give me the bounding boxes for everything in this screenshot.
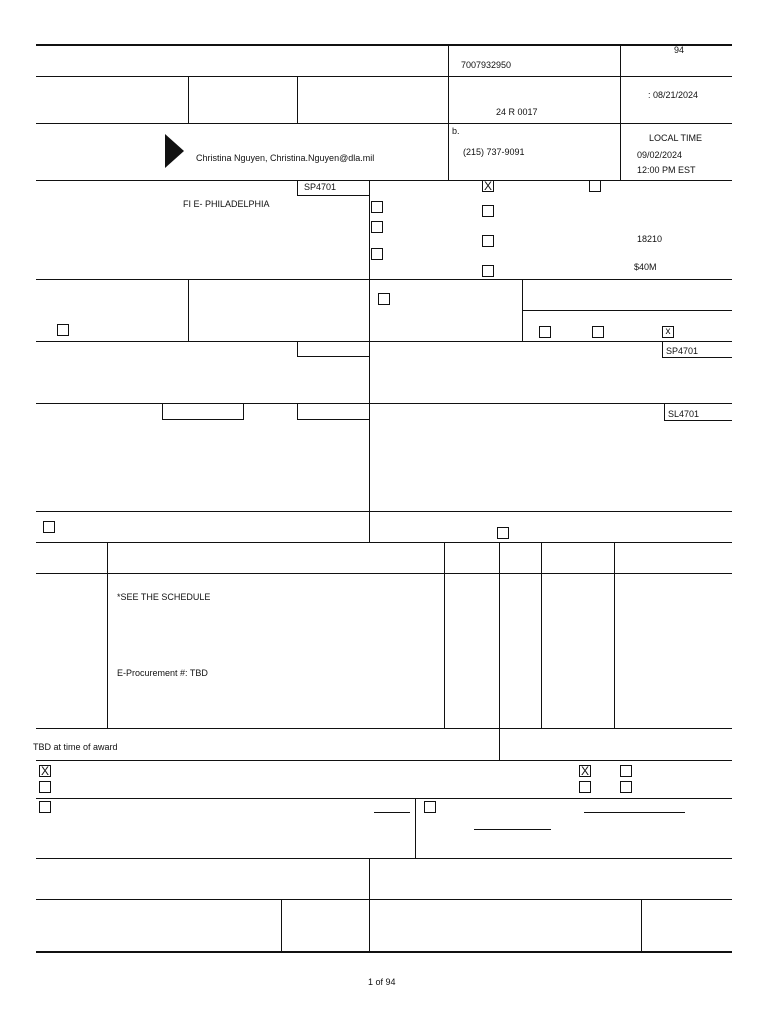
bottom-rule (36, 951, 732, 953)
col-rule-f (369, 180, 370, 542)
hubzone-checkbox[interactable] (482, 205, 494, 217)
row-rule-3 (36, 180, 732, 181)
row-rule-10 (36, 728, 732, 729)
unrestricted-checkbox[interactable] (589, 180, 601, 192)
col-rule-d (297, 76, 298, 123)
award-checkbox[interactable] (424, 801, 436, 813)
row-rule-12 (36, 798, 732, 799)
not-attached-checkbox-2[interactable] (620, 781, 632, 793)
requisition-code: 24 R 0017 (496, 107, 538, 117)
8a-checkbox[interactable] (371, 221, 383, 233)
size-standard: $40M (634, 262, 657, 272)
clause-checkbox-2[interactable] (39, 781, 51, 793)
contact-phone: (215) 737-9091 (463, 147, 525, 157)
naics-code: 18210 (637, 234, 663, 244)
col-rule-c (188, 76, 189, 123)
addenda-checkbox-checked[interactable]: X (580, 764, 589, 778)
page-number: 1 of 94 (368, 977, 396, 987)
row-rule-9 (36, 573, 732, 574)
not-attached-checkbox-1[interactable] (620, 765, 632, 777)
clause-checkbox-checked-1[interactable]: X (40, 764, 49, 778)
solicitation-number: 7007932950 (461, 60, 512, 70)
code-underline-2 (662, 357, 732, 358)
col-rule-j (499, 542, 500, 760)
signature-line-1 (374, 812, 410, 813)
row-rule-5 (36, 341, 732, 342)
col-rule-g (522, 279, 523, 341)
contact-name-email: Christina Nguyen, Christina.Nguyen@dla.mil (196, 153, 375, 163)
row-rule-13 (36, 858, 732, 859)
sdvosb-checkbox[interactable] (482, 235, 494, 247)
set-aside-checkbox-checked[interactable]: X (483, 179, 492, 193)
row-rule-14 (36, 899, 732, 900)
code-box-small (162, 403, 244, 420)
row-rule-7 (36, 511, 732, 512)
code-underline-1 (297, 356, 370, 357)
issue-date: : 08/21/2024 (648, 90, 699, 100)
row-rule-4b (523, 310, 732, 311)
row-rule-4 (36, 279, 732, 280)
due-date: 09/02/2024 (637, 150, 683, 160)
delivery-checkbox[interactable] (57, 324, 69, 336)
code-tick-2 (662, 341, 663, 357)
delivery-code-1: SP4701 (666, 346, 699, 356)
accounting-data: TBD at time of award (33, 742, 118, 752)
see-schedule-text: *SEE THE SCHEDULE (117, 592, 211, 602)
delivery-code-2: SL4701 (668, 409, 700, 419)
col-rule-n (369, 858, 370, 951)
rfq-checkbox[interactable] (539, 326, 551, 338)
col-rule-k (541, 542, 542, 728)
row-rule-2 (36, 123, 732, 124)
col-rule-m (415, 798, 416, 858)
signature-line-2 (474, 829, 551, 830)
rating-checkbox[interactable] (378, 293, 390, 305)
row-rule-1 (36, 76, 732, 77)
payment-checkbox[interactable] (497, 527, 509, 539)
edwosb-checkbox[interactable] (482, 265, 494, 277)
col-rule-i (444, 542, 445, 728)
row-rule-8 (36, 542, 732, 543)
code-underline-4 (664, 420, 732, 421)
contractor-sign-checkbox[interactable] (39, 801, 51, 813)
code-tick-1 (297, 341, 298, 357)
row-rule-6 (36, 403, 732, 404)
col-rule-o (281, 899, 282, 951)
top-rule (36, 44, 732, 46)
col-rule-a (448, 44, 449, 180)
code-tick-3 (297, 403, 298, 419)
col-rule-h (107, 542, 108, 728)
row-rule-11 (36, 760, 732, 761)
col-rule-b (620, 44, 621, 180)
rfp-checkbox-checked[interactable]: x (662, 326, 674, 338)
eprocurement-text: E-Procurement #: TBD (117, 668, 208, 678)
remittance-checkbox[interactable] (43, 521, 55, 533)
addenda-checkbox-2[interactable] (579, 781, 591, 793)
phone-prefix: b. (452, 126, 460, 136)
arrow-icon (165, 134, 184, 168)
signature-line-3 (584, 812, 685, 813)
code-underline-3 (297, 419, 370, 420)
col-rule-e (188, 279, 189, 341)
local-time-label: LOCAL TIME (649, 133, 703, 143)
issued-by-code-box: SP4701 (297, 180, 370, 196)
code-tick-4 (664, 403, 665, 420)
small-business-checkbox[interactable] (371, 201, 383, 213)
due-time: 12:00 PM EST (637, 165, 696, 175)
ifb-checkbox[interactable] (592, 326, 604, 338)
wosb-checkbox[interactable] (371, 248, 383, 260)
issued-by-name: FI E- PHILADELPHIA (183, 199, 270, 209)
col-rule-p (641, 899, 642, 951)
col-rule-l (614, 542, 615, 728)
page-count: 94 (674, 45, 685, 55)
